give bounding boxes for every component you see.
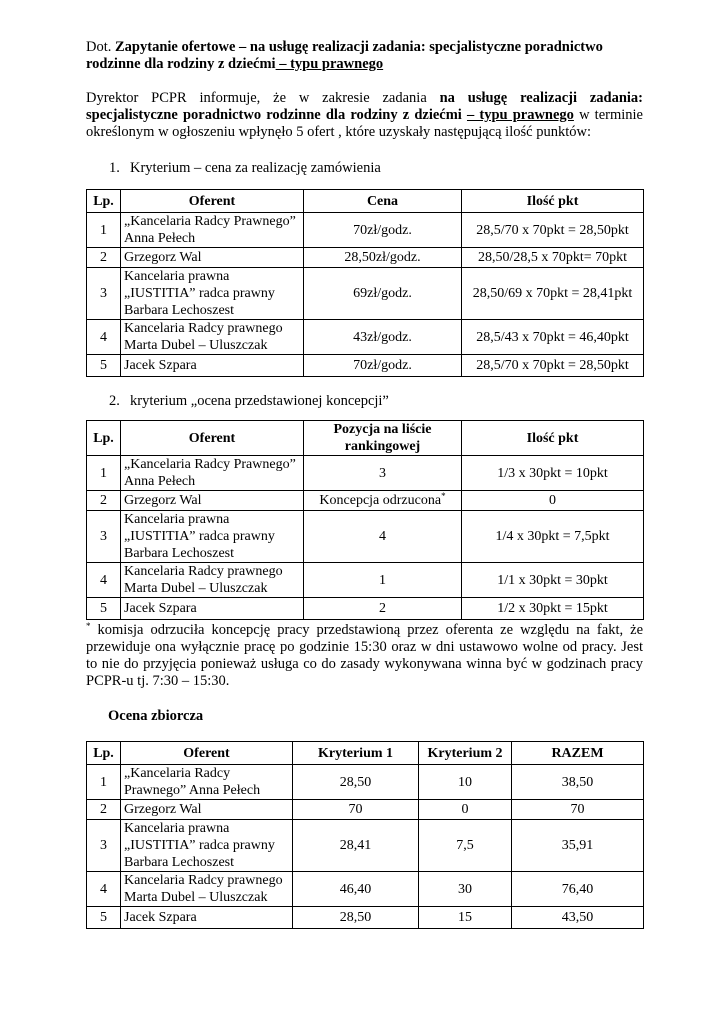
table-row (87, 563, 644, 598)
header-kryterium1: Kryterium 1 (293, 742, 419, 765)
intro-text-1: Dyrektor PCPR informuje, że w zakresie zadania (86, 90, 440, 106)
cell-razem: 35,91 (512, 820, 644, 872)
header-lp: Lp. (87, 421, 121, 456)
cell-pozycja: 3 (304, 456, 462, 491)
cell-oferent: Jacek Szpara (121, 907, 293, 929)
cell-lp: 1 (87, 456, 121, 491)
cell-k1: 28,50 (293, 907, 419, 929)
header-pkt: Ilość pkt (462, 421, 644, 456)
cell-oferent: „Kancelaria Radcy Prawnego” Anna Pełech (121, 765, 293, 800)
rejected-asterisk: * (441, 491, 446, 501)
cell-oferent: Kancelaria Radcy prawnego Marta Dubel – Uluszczak (121, 563, 304, 598)
cell-cena: 70zł/godz. (304, 355, 462, 377)
table-row (87, 598, 644, 620)
cell-cena: 43zł/godz. (304, 320, 462, 355)
table-header-row (87, 742, 644, 765)
cell-pkt: 1/2 x 30pkt = 15pkt (462, 598, 644, 620)
cell-lp: 2 (87, 248, 121, 268)
cell-pozycja: 4 (304, 511, 462, 563)
summary-title: Ocena zbiorcza (108, 708, 204, 724)
cell-k1: 28,50 (293, 765, 419, 800)
table-row (87, 820, 644, 872)
header-oferent: Oferent (121, 421, 304, 456)
summary-table (86, 741, 644, 929)
cell-lp: 3 (87, 268, 121, 320)
cell-pkt: 28,5/70 x 70pkt = 28,50pkt (462, 355, 644, 377)
criterion2-title: kryterium „ocena przedstawionej koncepcji” (130, 393, 389, 409)
cell-k1: 28,41 (293, 820, 419, 872)
cell-oferent: Grzegorz Wal (121, 800, 293, 820)
cell-pkt: 28,5/43 x 70pkt = 46,40pkt (462, 320, 644, 355)
cell-lp: 2 (87, 491, 121, 511)
header-kryterium2: Kryterium 2 (419, 742, 512, 765)
cell-pkt: 28,50/28,5 x 70pkt= 70pkt (462, 248, 644, 268)
cell-razem: 70 (512, 800, 644, 820)
cell-oferent: Grzegorz Wal (121, 248, 304, 268)
header-pkt: Ilość pkt (462, 190, 644, 213)
cell-k1: 70 (293, 800, 419, 820)
cell-oferent: Kancelaria Radcy prawnego Marta Dubel – Uluszczak (121, 872, 293, 907)
cell-oferent: Kancelaria prawna „IUSTITIA” radca prawny Barbara Lechoszest (121, 820, 293, 872)
cell-pkt: 28,5/70 x 70pkt = 28,50pkt (462, 213, 644, 248)
table-row (87, 511, 644, 563)
cell-lp: 4 (87, 872, 121, 907)
cell-lp: 5 (87, 598, 121, 620)
cell-oferent: Jacek Szpara (121, 355, 304, 377)
header-razem: RAZEM (512, 742, 644, 765)
summary-heading (86, 708, 643, 725)
table-row (87, 491, 644, 511)
cell-pkt: 1/4 x 30pkt = 7,5pkt (462, 511, 644, 563)
cell-pkt: 0 (462, 491, 644, 511)
cell-pkt: 1/1 x 30pkt = 30pkt (462, 563, 644, 598)
subject-line (86, 39, 643, 73)
table-row (87, 213, 644, 248)
header-oferent: Oferent (121, 190, 304, 213)
cell-lp: 2 (87, 800, 121, 820)
criterion1-table (86, 189, 644, 377)
criterion1-heading (86, 160, 643, 177)
table-row (87, 907, 644, 929)
footnote-text: komisja odrzuciła koncepcję pracy przedstawioną przez oferenta ze względu na fakt, że przewiduje ona wyłącznie pracę po godzinie 15:30 oraz w dni ustawowo wolne od pracy. Jest to nie do przyjęcia ponieważ usługa co do zasady wykonywana winna być w godzinach pracy PCPR-u tj. 7:30 – 15:30. (86, 622, 643, 689)
table-row (87, 456, 644, 491)
intro-paragraph (86, 90, 643, 141)
intro-bold-text: na usługę realizacji zadania: specjalistyczne poradnictwo rodzinne dla rodziny z dziećmi (86, 90, 643, 123)
criterion2-number: 2. (109, 393, 120, 409)
cell-oferent: Grzegorz Wal (121, 491, 304, 511)
cell-pozycja-rejected (304, 491, 462, 511)
cell-lp: 1 (87, 213, 121, 248)
cell-cena: 28,50zł/godz. (304, 248, 462, 268)
cell-razem: 38,50 (512, 765, 644, 800)
cell-lp: 1 (87, 765, 121, 800)
cell-pozycja: 1 (304, 563, 462, 598)
cell-cena: 70zł/godz. (304, 213, 462, 248)
table-row (87, 248, 644, 268)
cell-k2: 7,5 (419, 820, 512, 872)
cell-oferent: Kancelaria prawna „IUSTITIA” radca prawny Barbara Lechoszest (121, 511, 304, 563)
criterion1-number: 1. (109, 160, 120, 176)
table-row (87, 355, 644, 377)
criterion2-table (86, 420, 644, 620)
cell-oferent: Jacek Szpara (121, 598, 304, 620)
criterion2-heading (86, 393, 643, 410)
cell-cena: 69zł/godz. (304, 268, 462, 320)
table-row (87, 800, 644, 820)
subject-title: Zapytanie ofertowe – na usługę realizacji zadania: specjalistyczne poradnictwo rodzinne dla rodziny z dziećmi (86, 39, 603, 72)
cell-k2: 15 (419, 907, 512, 929)
cell-k2: 0 (419, 800, 512, 820)
criterion1-title: Kryterium – cena za realizację zamówienia (130, 160, 381, 176)
cell-k2: 10 (419, 765, 512, 800)
cell-lp: 4 (87, 320, 121, 355)
subject-prefix: Dot. (86, 39, 112, 55)
cell-pkt: 28,50/69 x 70pkt = 28,41pkt (462, 268, 644, 320)
cell-oferent: Kancelaria Radcy prawnego Marta Dubel – Uluszczak (121, 320, 304, 355)
intro-bold-underlined: – typu prawnego (466, 107, 574, 123)
header-pozycja: Pozycja na liście rankingowej (304, 421, 462, 456)
cell-razem: 76,40 (512, 872, 644, 907)
table-row (87, 268, 644, 320)
subject-title-underlined: – typu prawnego (275, 56, 384, 72)
cell-lp: 3 (87, 511, 121, 563)
cell-k2: 30 (419, 872, 512, 907)
table-header-row (87, 190, 644, 213)
table-row (87, 872, 644, 907)
cell-k1: 46,40 (293, 872, 419, 907)
cell-oferent: „Kancelaria Radcy Prawnego” Anna Pełech (121, 456, 304, 491)
cell-lp: 5 (87, 355, 121, 377)
cell-pkt: 1/3 x 30pkt = 10pkt (462, 456, 644, 491)
cell-razem: 43,50 (512, 907, 644, 929)
rejected-text: Koncepcja odrzucona (319, 493, 442, 508)
cell-lp: 3 (87, 820, 121, 872)
header-cena: Cena (304, 190, 462, 213)
header-lp: Lp. (87, 742, 121, 765)
table-header-row (87, 421, 644, 456)
intro-text-2: w terminie określonym w ogłoszeniu wpłynęło 5 ofert , które uzyskały następującą ilość punktów: (86, 107, 643, 140)
header-oferent: Oferent (121, 742, 293, 765)
document-page (86, 39, 643, 929)
table-row (87, 765, 644, 800)
table-row (87, 320, 644, 355)
cell-oferent: „Kancelaria Radcy Prawnego” Anna Pełech (121, 213, 304, 248)
header-lp: Lp. (87, 190, 121, 213)
cell-lp: 5 (87, 907, 121, 929)
footnote (86, 622, 643, 690)
footnote-mark: * (86, 621, 91, 631)
cell-lp: 4 (87, 563, 121, 598)
cell-oferent: Kancelaria prawna „IUSTITIA” radca prawny Barbara Lechoszest (121, 268, 304, 320)
cell-pozycja: 2 (304, 598, 462, 620)
